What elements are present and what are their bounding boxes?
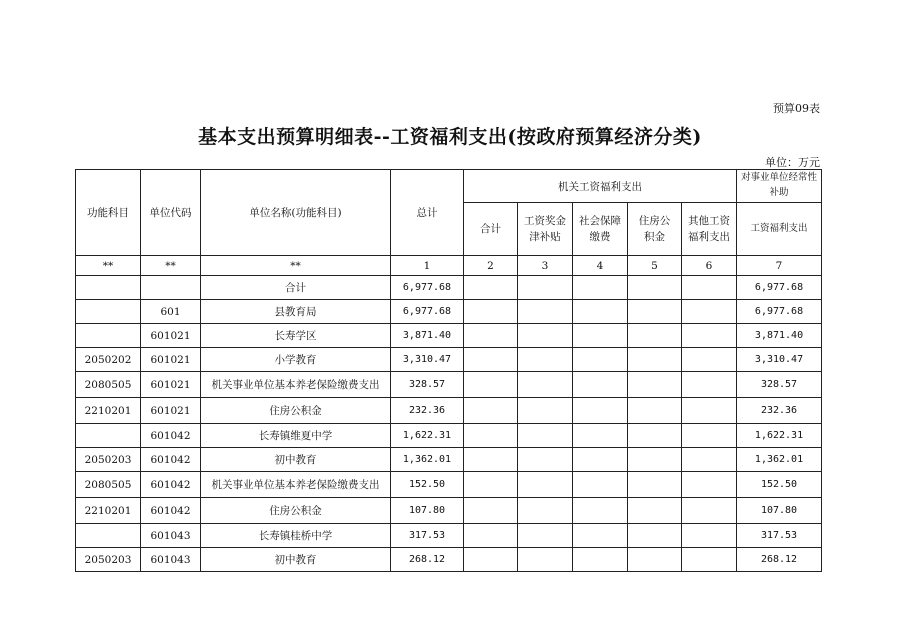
- index-cell: 2: [464, 256, 518, 276]
- salary-cell: [518, 348, 573, 372]
- subsidy-salary-cell: 107.80: [737, 498, 822, 524]
- total-cell: 268.12: [391, 548, 464, 572]
- social-cell: [573, 372, 628, 398]
- other-cell: [682, 448, 737, 472]
- index-cell: 7: [737, 256, 822, 276]
- table-header: [76, 170, 822, 276]
- subsidy-salary-cell: 232.36: [737, 398, 822, 424]
- total-cell: 1,622.31: [391, 424, 464, 448]
- other-cell: [682, 324, 737, 348]
- unit-label: 单位：万元: [765, 156, 820, 169]
- index-cell: 4: [573, 256, 628, 276]
- total-cell: 232.36: [391, 398, 464, 424]
- housing-cell: [628, 448, 682, 472]
- salary-cell: [518, 472, 573, 498]
- salary-cell: [518, 398, 573, 424]
- subsidy-salary-cell: 3,310.47: [737, 348, 822, 372]
- header-sub-subsidy-salary: 工资福利支出: [737, 203, 822, 256]
- index-cell: **: [201, 256, 391, 276]
- housing-cell: [628, 398, 682, 424]
- org-total-cell: [464, 448, 518, 472]
- salary-cell: [518, 448, 573, 472]
- unit-name-cell: 住房公积金: [201, 498, 391, 524]
- other-cell: [682, 276, 737, 300]
- header-unit-code: 单位代码: [141, 170, 201, 256]
- unit-code-cell: 601: [141, 300, 201, 324]
- social-cell: [573, 448, 628, 472]
- other-cell: [682, 424, 737, 448]
- salary-cell: [518, 372, 573, 398]
- unit-code-cell: 601021: [141, 348, 201, 372]
- salary-cell: [518, 424, 573, 448]
- func-subject-cell: [76, 424, 141, 448]
- unit-code-cell: 601043: [141, 548, 201, 572]
- index-cell: **: [141, 256, 201, 276]
- unit-code-cell: 601043: [141, 524, 201, 548]
- total-cell: 328.57: [391, 372, 464, 398]
- unit-code-cell: [141, 276, 201, 300]
- housing-cell: [628, 524, 682, 548]
- total-cell: 6,977.68: [391, 276, 464, 300]
- other-cell: [682, 398, 737, 424]
- page-title: 基本支出预算明细表--工资福利支出(按政府预算经济分类): [198, 126, 702, 148]
- func-subject-cell: 2050203: [76, 448, 141, 472]
- unit-name-cell: 长寿镇维夏中学: [201, 424, 391, 448]
- housing-cell: [628, 372, 682, 398]
- unit-name-cell: 住房公积金: [201, 398, 391, 424]
- subsidy-salary-cell: 1,622.31: [737, 424, 822, 448]
- unit-name-cell: 机关事业单位基本养老保险缴费支出: [201, 472, 391, 498]
- social-cell: [573, 548, 628, 572]
- table-row: [76, 548, 822, 572]
- subsidy-salary-cell: 6,977.68: [737, 276, 822, 300]
- table-row: [76, 324, 822, 348]
- housing-cell: [628, 276, 682, 300]
- org-total-cell: [464, 398, 518, 424]
- org-total-cell: [464, 276, 518, 300]
- social-cell: [573, 276, 628, 300]
- social-cell: [573, 348, 628, 372]
- subsidy-salary-cell: 152.50: [737, 472, 822, 498]
- housing-cell: [628, 472, 682, 498]
- housing-cell: [628, 424, 682, 448]
- unit-code-cell: 601021: [141, 372, 201, 398]
- header-sub-other: 其他工资福利支出: [682, 203, 737, 256]
- other-cell: [682, 300, 737, 324]
- total-cell: 3,310.47: [391, 348, 464, 372]
- header-func-subject: 功能科目: [76, 170, 141, 256]
- index-cell: 5: [628, 256, 682, 276]
- total-cell: 6,977.68: [391, 300, 464, 324]
- org-total-cell: [464, 348, 518, 372]
- other-cell: [682, 472, 737, 498]
- org-total-cell: [464, 324, 518, 348]
- func-subject-cell: [76, 276, 141, 300]
- other-cell: [682, 524, 737, 548]
- table-row: [76, 424, 822, 448]
- org-total-cell: [464, 498, 518, 524]
- unit-name-cell: 初中教育: [201, 448, 391, 472]
- housing-cell: [628, 348, 682, 372]
- header-sub-housing: 住房公积金: [628, 203, 682, 256]
- func-subject-cell: 2210201: [76, 398, 141, 424]
- header-sub-social: 社会保障缴费: [573, 203, 628, 256]
- table-row: [76, 498, 822, 524]
- unit-code-cell: 601042: [141, 424, 201, 448]
- total-cell: 317.53: [391, 524, 464, 548]
- social-cell: [573, 524, 628, 548]
- header-unit-name: 单位名称(功能科目): [201, 170, 391, 256]
- org-total-cell: [464, 548, 518, 572]
- salary-cell: [518, 300, 573, 324]
- other-cell: [682, 498, 737, 524]
- header-sub-salary: 工资奖金津补贴: [518, 203, 573, 256]
- total-cell: 3,871.40: [391, 324, 464, 348]
- table-row: [76, 300, 822, 324]
- unit-name-cell: 长寿镇桂桥中学: [201, 524, 391, 548]
- form-number: 预算09表: [773, 102, 820, 115]
- budget-table: [75, 169, 822, 572]
- housing-cell: [628, 300, 682, 324]
- unit-code-cell: 601021: [141, 398, 201, 424]
- social-cell: [573, 424, 628, 448]
- salary-cell: [518, 324, 573, 348]
- index-row: [76, 256, 822, 276]
- subsidy-salary-cell: 6,977.68: [737, 300, 822, 324]
- housing-cell: [628, 548, 682, 572]
- subsidy-salary-cell: 328.57: [737, 372, 822, 398]
- total-cell: 107.80: [391, 498, 464, 524]
- table-row: [76, 448, 822, 472]
- unit-name-cell: 初中教育: [201, 548, 391, 572]
- table-row: [76, 372, 822, 398]
- subsidy-salary-cell: 268.12: [737, 548, 822, 572]
- subsidy-salary-cell: 3,871.40: [737, 324, 822, 348]
- unit-name-cell: 县教育局: [201, 300, 391, 324]
- subsidy-salary-cell: 317.53: [737, 524, 822, 548]
- social-cell: [573, 324, 628, 348]
- index-cell: **: [76, 256, 141, 276]
- header-total: 总计: [391, 170, 464, 256]
- unit-name-cell: 机关事业单位基本养老保险缴费支出: [201, 372, 391, 398]
- index-cell: 6: [682, 256, 737, 276]
- table-body: [76, 276, 822, 572]
- salary-cell: [518, 524, 573, 548]
- header-group-org-salary: 机关工资福利支出: [464, 170, 737, 203]
- func-subject-cell: 2080505: [76, 472, 141, 498]
- housing-cell: [628, 498, 682, 524]
- org-total-cell: [464, 472, 518, 498]
- subsidy-salary-cell: 1,362.01: [737, 448, 822, 472]
- salary-cell: [518, 276, 573, 300]
- table-row: [76, 524, 822, 548]
- func-subject-cell: 2050203: [76, 548, 141, 572]
- social-cell: [573, 472, 628, 498]
- other-cell: [682, 548, 737, 572]
- other-cell: [682, 348, 737, 372]
- unit-code-cell: 601042: [141, 448, 201, 472]
- unit-code-cell: 601021: [141, 324, 201, 348]
- func-subject-cell: 2080505: [76, 372, 141, 398]
- social-cell: [573, 398, 628, 424]
- unit-name-cell: 长寿学区: [201, 324, 391, 348]
- unit-code-cell: 601042: [141, 498, 201, 524]
- unit-name-cell: 小学教育: [201, 348, 391, 372]
- org-total-cell: [464, 372, 518, 398]
- salary-cell: [518, 498, 573, 524]
- org-total-cell: [464, 300, 518, 324]
- table-row: [76, 472, 822, 498]
- social-cell: [573, 300, 628, 324]
- table-row: [76, 348, 822, 372]
- unit-code-cell: 601042: [141, 472, 201, 498]
- salary-cell: [518, 548, 573, 572]
- func-subject-cell: [76, 524, 141, 548]
- table-row: [76, 276, 822, 300]
- social-cell: [573, 498, 628, 524]
- index-cell: 1: [391, 256, 464, 276]
- func-subject-cell: 2050202: [76, 348, 141, 372]
- table-row: [76, 398, 822, 424]
- org-total-cell: [464, 524, 518, 548]
- func-subject-cell: [76, 300, 141, 324]
- total-cell: 1,362.01: [391, 448, 464, 472]
- func-subject-cell: 2210201: [76, 498, 141, 524]
- other-cell: [682, 372, 737, 398]
- header-sub-total: 合计: [464, 203, 518, 256]
- header-group-subsidy: 对事业单位经常性补助: [737, 170, 822, 203]
- func-subject-cell: [76, 324, 141, 348]
- total-cell: 152.50: [391, 472, 464, 498]
- index-cell: 3: [518, 256, 573, 276]
- org-total-cell: [464, 424, 518, 448]
- housing-cell: [628, 324, 682, 348]
- unit-name-cell: 合计: [201, 276, 391, 300]
